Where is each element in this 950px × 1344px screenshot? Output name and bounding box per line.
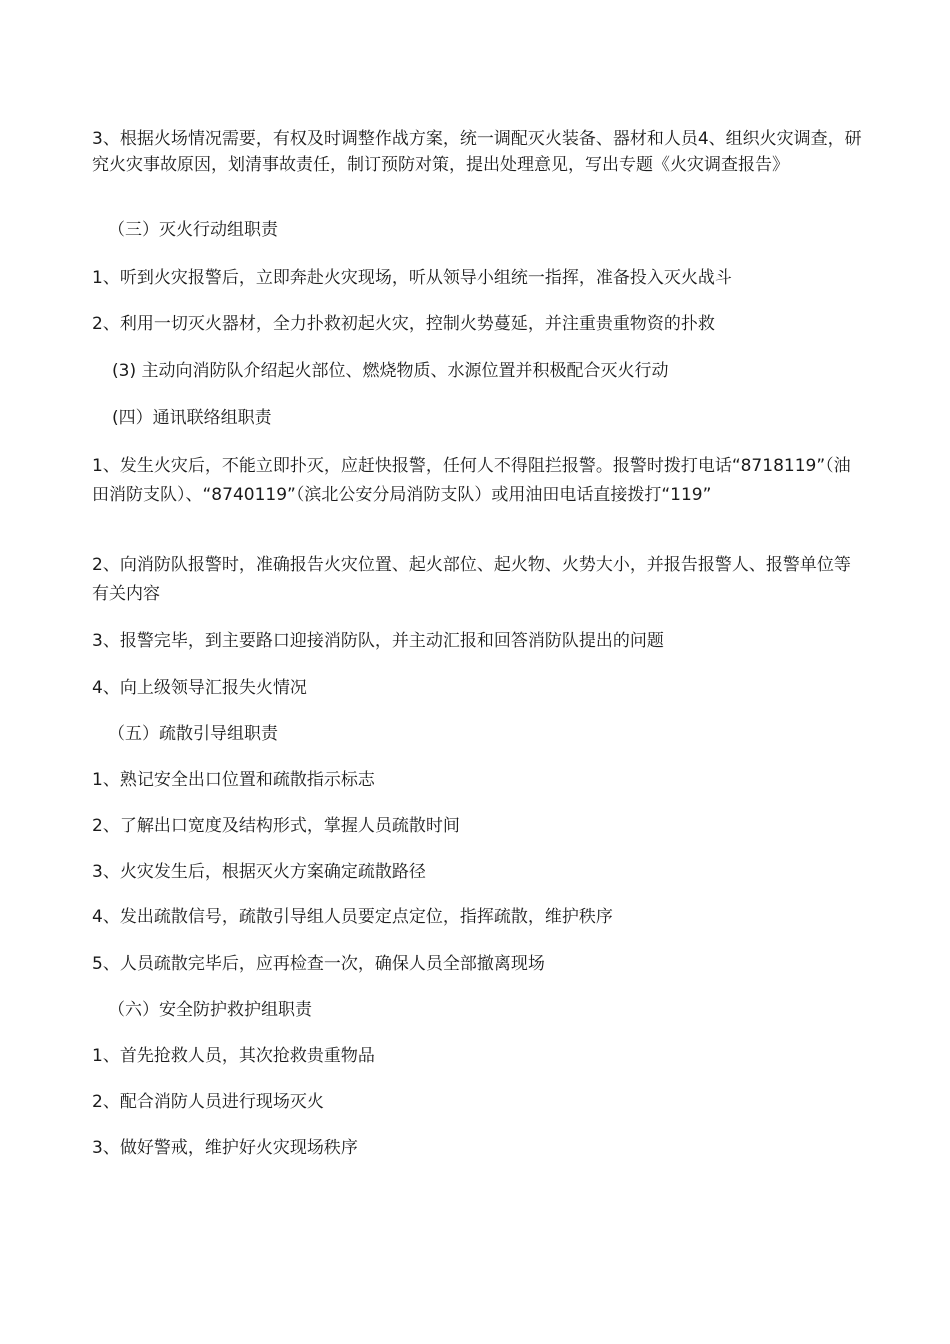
s6-item-2: 2、配合消防人员进行现场灭火 bbox=[92, 1092, 324, 1112]
section-3-title: （三）灭火行动组职责 bbox=[108, 220, 278, 240]
section-5-title: （五）疏散引导组职责 bbox=[108, 724, 278, 744]
s4-item-1: 1、发生火灾后，不能立即扑灭，应赶快报警，任何人不得阻拦报警。报警时拨打电话“8718119”（油田消防支队）、“8740119”（滨北公安分局消防支队）或用油田电话直接拨打“119” bbox=[92, 456, 851, 505]
s4-item-4: 4、向上级领导汇报失火情况 bbox=[92, 678, 307, 698]
s3-item-3: (3) 主动向消防队介绍起火部位、燃烧物质、水源位置并积极配合灭火行动 bbox=[112, 361, 669, 381]
s5-item-5: 5、人员疏散完毕后，应再检查一次，确保人员全部撤离现场 bbox=[92, 954, 545, 974]
s3-item-2: 2、利用一切灭火器材，全力扑救初起火灾，控制火势蔓延，并注重贵重物资的扑救 bbox=[92, 314, 715, 334]
s5-item-1: 1、熟记安全出口位置和疏散指示标志 bbox=[92, 770, 375, 790]
section-4-title: (四）通讯联络组职责 bbox=[112, 408, 272, 428]
s6-item-3: 3、做好警戒，维护好火灾现场秩序 bbox=[92, 1138, 358, 1158]
s4-item-2: 2、向消防队报警时，准确报告火灾位置、起火部位、起火物、火势大小，并报告报警人、报警单位等有关内容 bbox=[92, 555, 851, 604]
s6-item-1: 1、首先抢救人员，其次抢救贵重物品 bbox=[92, 1046, 375, 1066]
s4-item-3: 3、报警完毕，到主要路口迎接消防队，并主动汇报和回答消防队提出的问题 bbox=[92, 631, 664, 651]
s5-item-3: 3、火灾发生后，根据灭火方案确定疏散路径 bbox=[92, 862, 426, 882]
paragraph-3-combined: 3、根据火场情况需要，有权及时调整作战方案，统一调配灭火装备、器材和人员4、组织火灾调查，研究火灾事故原因，划清事故责任，制订预防对策，提出处理意见，写出专题《火灾调查报告》 bbox=[92, 129, 862, 175]
s5-item-2: 2、了解出口宽度及结构形式，掌握人员疏散时间 bbox=[92, 816, 460, 836]
s5-item-4: 4、发出疏散信号，疏散引导组人员要定点定位，指挥疏散，维护秩序 bbox=[92, 907, 613, 927]
section-6-title: （六）安全防护救护组职责 bbox=[108, 1000, 312, 1020]
s3-item-1: 1、听到火灾报警后，立即奔赴火灾现场，听从领导小组统一指挥，准备投入灭火战斗 bbox=[92, 268, 732, 288]
